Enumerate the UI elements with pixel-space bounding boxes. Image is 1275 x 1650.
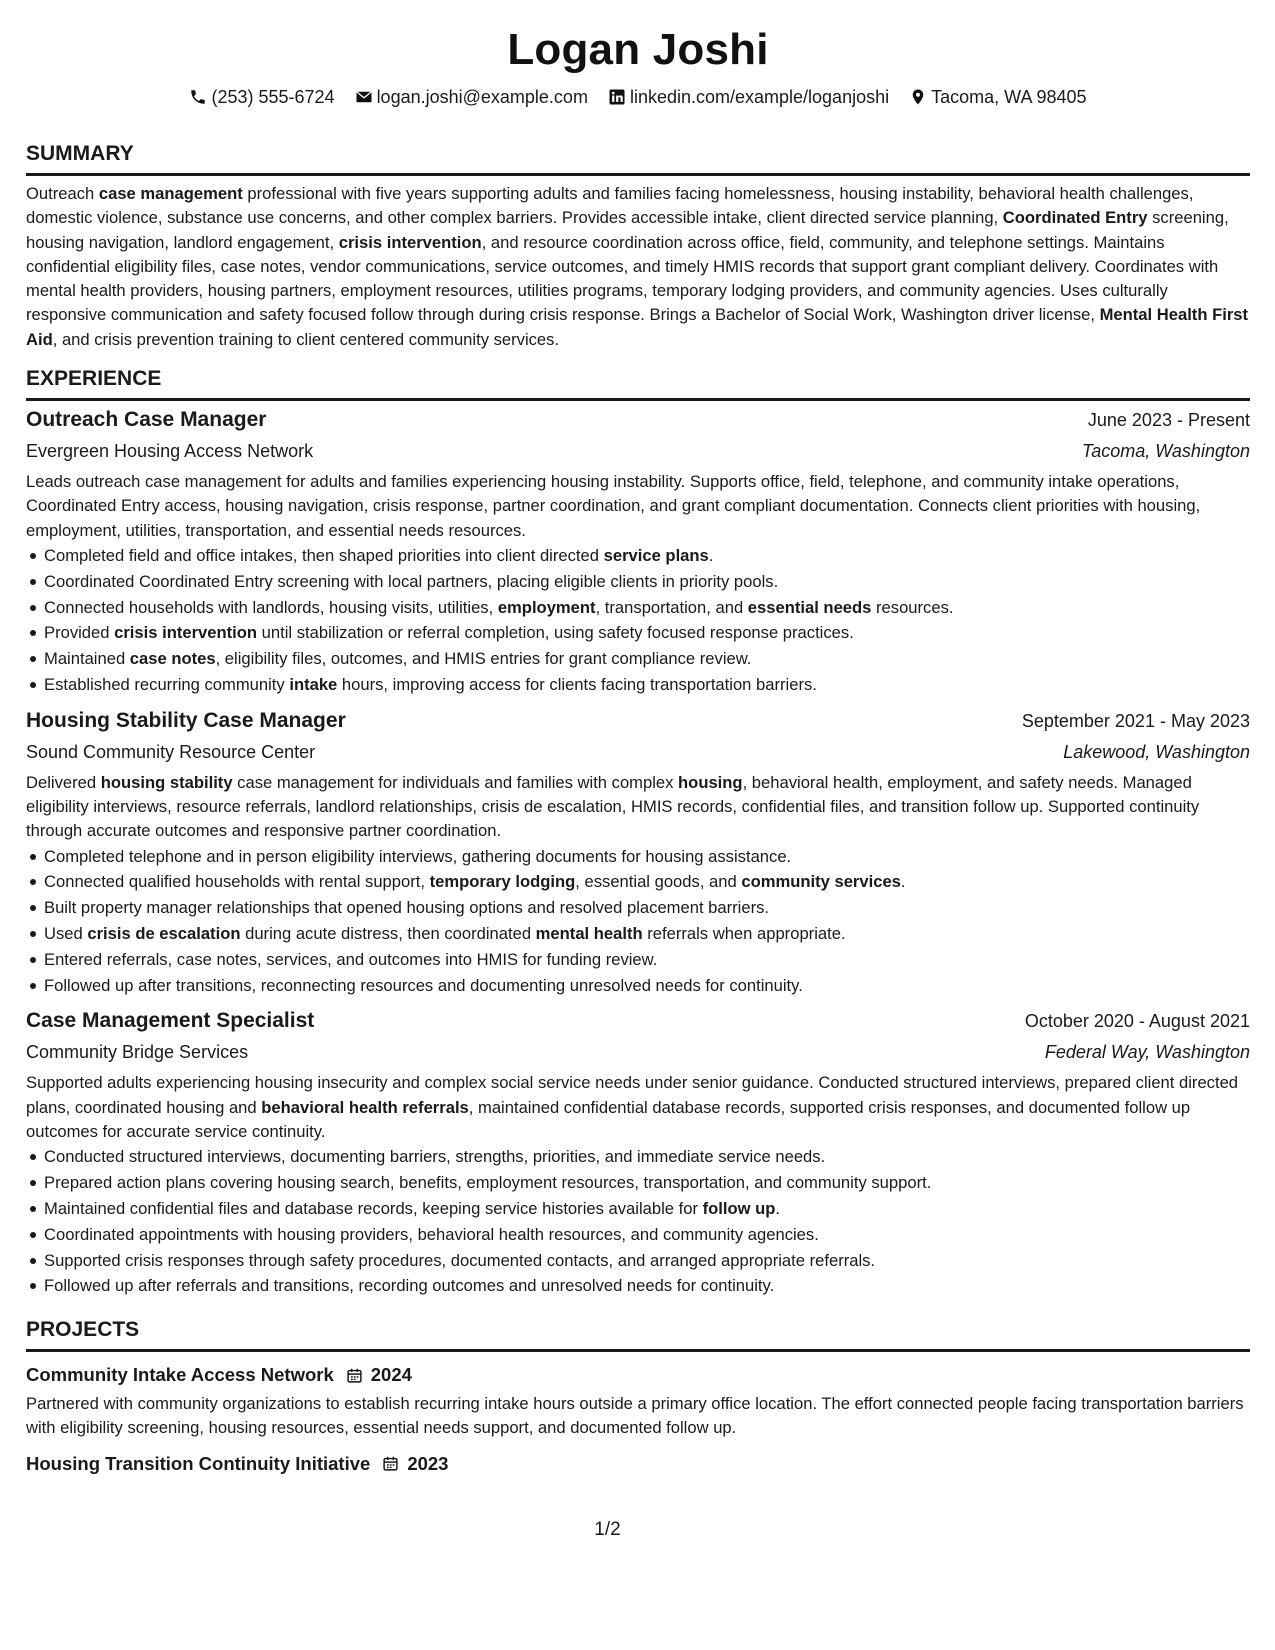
list-item: Used crisis de escalation during acute distress, then coordinated mental health referrals when appropriate. — [44, 921, 1250, 947]
contact-linkedin[interactable] — [608, 85, 889, 109]
linkedin-icon — [608, 88, 626, 106]
list-item: Completed field and office intakes, then shaped priorities into client directed service plans. — [44, 543, 1250, 569]
project-title: Community Intake Access Network — [26, 1364, 334, 1386]
section-title-projects: PROJECTS — [26, 1317, 1250, 1352]
list-item: Followed up after referrals and transitions, recording outcomes and unresolved needs for continuity. — [44, 1273, 1250, 1299]
list-item: Coordinated appointments with housing providers, behavioral health resources, and community agencies. — [44, 1222, 1250, 1248]
project-description: Partnered with community organizations to establish recurring intake hours outside a primary office location. The effort connected people facing transportation barriers with eligibility screening, housing resources, essential needs support, and documented follow up. — [26, 1394, 1244, 1438]
job-entry — [26, 405, 1250, 698]
section-title-experience: EXPERIENCE — [26, 366, 1250, 401]
experience-section — [26, 366, 1250, 1299]
job-dates: June 2023 - Present — [1087, 410, 1250, 431]
project-year: 2024 — [370, 1364, 412, 1386]
list-item: Prepared action plans covering housing search, benefits, employment resources, transportation, and community support. — [44, 1170, 1250, 1196]
job-company: Evergreen Housing Access Network — [26, 441, 314, 462]
contact-email[interactable] — [355, 85, 588, 109]
job-title: Case Management Specialist — [26, 1009, 315, 1033]
job-dates: October 2020 - August 2021 — [1024, 1011, 1250, 1032]
project-entry — [26, 1451, 1250, 1477]
resume-page — [26, 0, 1250, 1477]
list-item: Established recurring community intake hours, improving access for clients facing transportation barriers. — [44, 672, 1250, 698]
list-item: Connected qualified households with rental support, temporary lodging, essential goods, and community services. — [44, 869, 1250, 895]
job-entry — [26, 706, 1250, 999]
map-pin-icon — [909, 88, 927, 106]
envelope-icon — [355, 88, 373, 106]
list-item: Followed up after transitions, reconnecting resources and documenting unresolved needs for continuity. — [44, 973, 1250, 999]
candidate-name: Logan Joshi — [507, 25, 769, 74]
job-company: Sound Community Resource Center — [26, 741, 316, 762]
job-bullets — [26, 543, 1250, 698]
job-title: Outreach Case Manager — [26, 408, 267, 432]
list-item: Entered referrals, case notes, services, and outcomes into HMIS for funding review. — [44, 947, 1250, 973]
list-item: Connected households with landlords, housing visits, utilities, employment, transportation, and essential needs resources. — [44, 595, 1250, 621]
contact-location — [909, 85, 1086, 109]
phone-text: (253) 555-6724 — [211, 87, 335, 107]
job-bullets — [26, 844, 1250, 999]
list-item: Completed telephone and in person eligibility interviews, gathering documents for housing assistance. — [44, 844, 1250, 870]
job-location: Lakewood, Washington — [1063, 741, 1250, 762]
email-link[interactable]: logan.joshi@example.com — [376, 87, 588, 107]
job-company: Community Bridge Services — [26, 1042, 249, 1063]
job-bullets — [26, 1144, 1250, 1299]
list-item: Provided crisis intervention until stabilization or referral completion, using safety focused response practices. — [44, 620, 1250, 646]
section-title-summary: SUMMARY — [26, 141, 1250, 176]
contact-bar — [26, 85, 1250, 109]
calendar-icon — [346, 1367, 363, 1384]
job-description: Supported adults experiencing housing insecurity and complex social service needs under senior guidance. Conducted structured interviews, prepared client directed plans, coordinated housing and behavioral health referrals, maintained confidential database records, supported crisis responses, and documented follow up outcomes for accurate service continuity. — [26, 1073, 1239, 1142]
phone-icon — [189, 88, 207, 106]
project-year: 2023 — [407, 1452, 449, 1474]
job-title: Housing Stability Case Manager — [26, 708, 346, 732]
linkedin-link[interactable]: linkedin.com/example/loganjoshi — [629, 87, 890, 107]
job-description: Leads outreach case management for adults and families experiencing housing instability. Supports office, field, telephone, and community intake operations, Coordinated Entry access, housing navigation, crisis response, partner coordination, and grant compliant documentation. Connects client priorities with housing, employment, utilities, transportation, and essential needs resources. — [26, 472, 1201, 540]
project-title: Housing Transition Continuity Initiative — [26, 1452, 371, 1474]
job-entry — [26, 1006, 1250, 1299]
page-number: 1/2 — [594, 1519, 621, 1540]
project-entry — [26, 1362, 1250, 1441]
list-item: Maintained case notes, eligibility files, outcomes, and HMIS entries for grant compliance review. — [44, 646, 1250, 672]
list-item: Built property manager relationships that opened housing options and resolved placement barriers. — [44, 895, 1250, 921]
location-text: Tacoma, WA 98405 — [931, 87, 1087, 107]
contact-phone — [189, 85, 334, 109]
list-item: Coordinated Coordinated Entry screening with local partners, placing eligible clients in priority pools. — [44, 569, 1250, 595]
job-location: Federal Way, Washington — [1044, 1042, 1250, 1063]
list-item: Conducted structured interviews, documenting barriers, strengths, priorities, and immediate service needs. — [44, 1144, 1250, 1170]
projects-section — [26, 1317, 1250, 1477]
list-item: Maintained confidential files and database records, keeping service histories available for follow up. — [44, 1196, 1250, 1222]
job-location: Tacoma, Washington — [1081, 441, 1250, 462]
job-dates: September 2021 - May 2023 — [1021, 710, 1250, 731]
calendar-icon — [382, 1455, 399, 1472]
summary-text: Outreach case management professional with five years supporting adults and families facing homelessness, housing instability, behavioral health challenges, domestic violence, substance use concerns, and other complex barriers. Provides accessible intake, client directed service planning, Coordinated Entry screening, housing navigation, landlord engagement, crisis intervention, and resource coordination across office, field, community, and telephone settings. Maintains confidential eligibility files, case notes, vendor communications, service outcomes, and timely HMIS records that support grant compliant delivery. Coordinates with mental health providers, housing partners, employment resources, utilities programs, temporary lodging providers, and community agencies. Uses culturally responsive communication and safety focused follow through during crisis response. Brings a Bachelor of Social Work, Washington driver license, Mental Health First Aid, and crisis prevention training to client centered community services. — [26, 184, 1249, 349]
list-item: Supported crisis responses through safety procedures, documented contacts, and arranged appropriate referrals. — [44, 1248, 1250, 1274]
job-description: Delivered housing stability case management for individuals and families with complex housing, behavioral health, employment, and safety needs. Managed eligibility interviews, resource referrals, landlord relationships, crisis de escalation, HMIS records, confidential files, and transition follow up. Supported continuity through accurate outcomes and responsive partner coordination. — [26, 772, 1200, 841]
summary-section — [26, 141, 1250, 352]
